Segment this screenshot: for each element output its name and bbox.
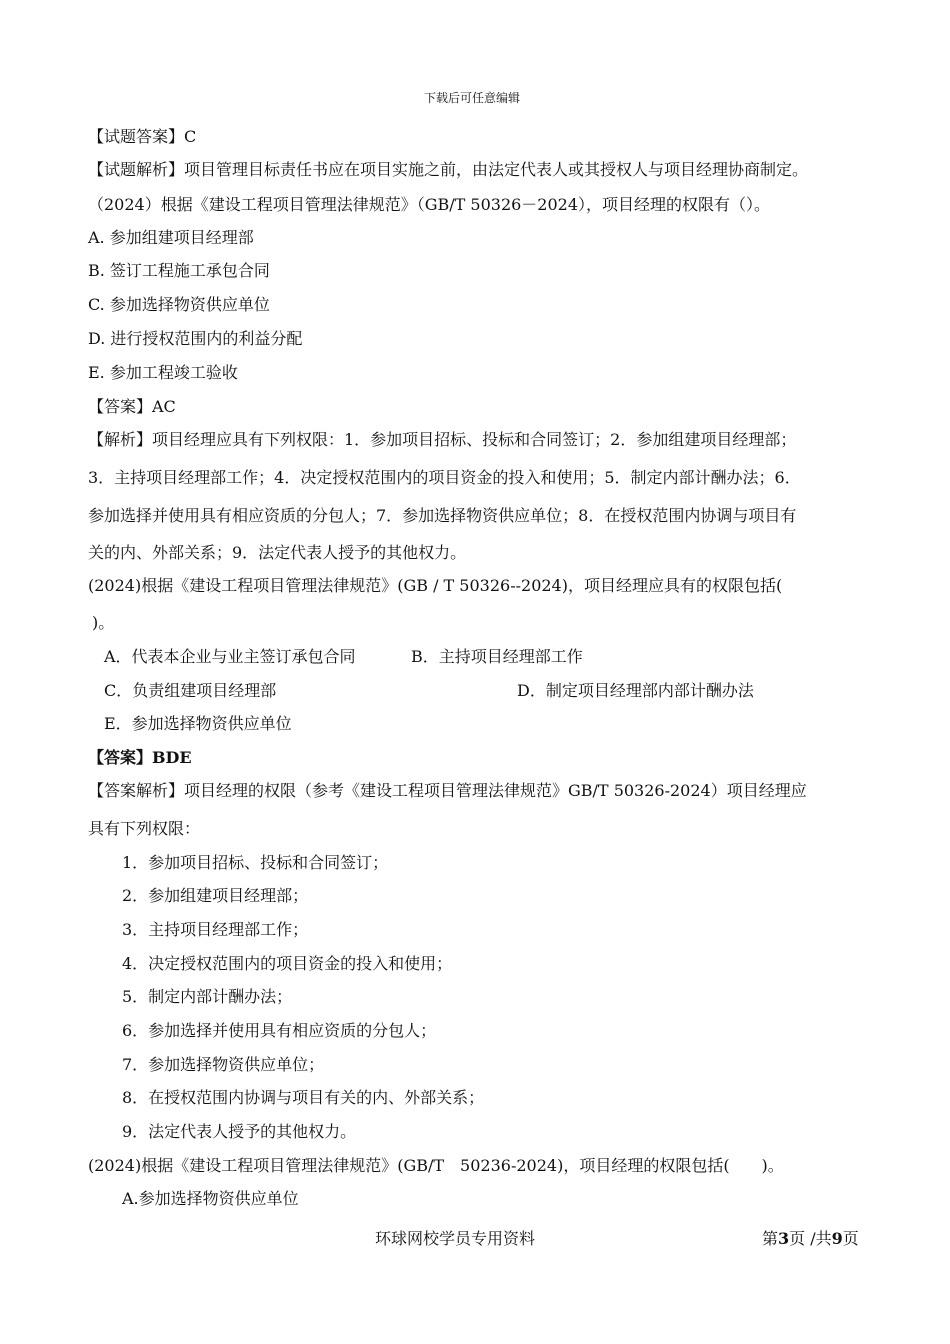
q2-option-b: B. 签订工程施工承包合同 (88, 261, 270, 280)
q3-list-item-9: 9．法定代表人授予的其他权力。 (122, 1122, 357, 1141)
q3-option-d: D．制定项目经理部内部计酬办法 (517, 681, 754, 700)
q2-option-a: A. 参加组建项目经理部 (88, 228, 254, 247)
footer-page-number (762, 1229, 859, 1249)
q1-answer: 【试题答案】C (88, 127, 197, 146)
q3-list-item-5: 5．制定内部计酬办法； (122, 987, 293, 1006)
page-mid: 页 /共 (789, 1229, 832, 1248)
q2-analysis-line-1: 【解析】项目经理应具有下列权限：1．参加项目招标、投标和合同签订；2．参加组建项目经理部； (88, 430, 797, 449)
page-total: 9 (831, 1229, 843, 1248)
q3-list-item-1: 1．参加项目招标、投标和合同签订； (122, 853, 389, 872)
q2-stem: （2024）根据《建设工程项目管理法律规范》（GB/T 50326－2024），项目经理的权限有（）。 (88, 195, 771, 214)
q3-option-c: C．负责组建项目经理部 (104, 681, 277, 700)
page-current: 3 (778, 1229, 790, 1248)
q3-analysis-line-2: 具有下列权限： (88, 819, 201, 838)
q3-analysis-line-1: 【答案解析】项目经理的权限（参考《建设工程项目管理法律规范》GB/T 50326-2024）项目经理应 (88, 781, 807, 800)
q3-option-e: E．参加选择物资供应单位 (104, 714, 292, 733)
q3-list-item-3: 3．主持项目经理部工作； (122, 920, 309, 939)
q3-stem-line-2: )。 (92, 613, 115, 632)
q4-option-a: A.参加选择物资供应单位 (122, 1189, 299, 1208)
q2-answer: 【答案】AC (88, 397, 176, 416)
page-prefix: 第 (762, 1229, 779, 1248)
q2-analysis-line-2: 3．主持项目经理部工作；4．决定授权范围内的项目资金的投入和使用；5．制定内部计酬办法；6． (88, 468, 801, 487)
q3-stem-line-1: (2024)根据《建设工程项目管理法律规范》(GB / T 50326--2024)，项目经理应具有的权限包括( (88, 576, 783, 595)
q2-analysis-line-4: 关的内、外部关系；9．法定代表人授予的其他权力。 (88, 543, 467, 562)
q3-option-a: A．代表本企业与业主签订承包合同 (104, 647, 356, 666)
q3-answer: 【答案】BDE (88, 748, 192, 767)
q3-list-item-4: 4．决定授权范围内的项目资金的投入和使用； (122, 954, 453, 973)
q2-option-d: D. 进行授权范围内的利益分配 (88, 329, 303, 348)
q2-option-e: E. 参加工程竣工验收 (88, 363, 238, 382)
q3-list-item-6: 6．参加选择并使用具有相应资质的分包人； (122, 1021, 437, 1040)
q3-list-item-7: 7．参加选择物资供应单位； (122, 1055, 325, 1074)
q1-analysis: 【试题解析】项目管理目标责任书应在项目实施之前，由法定代表人或其授权人与项目经理协商制定。 (88, 160, 809, 179)
header-note: 下载后可任意编辑 (424, 91, 521, 105)
q2-analysis-line-3: 参加选择并使用具有相应资质的分包人；7．参加选择物资供应单位；8．在授权范围内协调与项目有 (88, 506, 797, 525)
q3-option-b: B．主持项目经理部工作 (411, 647, 583, 666)
footer-source: 环球网校学员专用资料 (375, 1229, 536, 1248)
q2-option-c: C. 参加选择物资供应单位 (88, 295, 270, 314)
q3-list-item-2: 2．参加组建项目经理部； (122, 886, 309, 905)
q4-stem: (2024)根据《建设工程项目管理法律规范》(GB/T 50236-2024)，项目经理的权限包括( )。 (88, 1156, 784, 1175)
q3-list-item-8: 8．在授权范围内协调与项目有关的内、外部关系； (122, 1088, 485, 1107)
page-suffix: 页 (842, 1229, 859, 1248)
